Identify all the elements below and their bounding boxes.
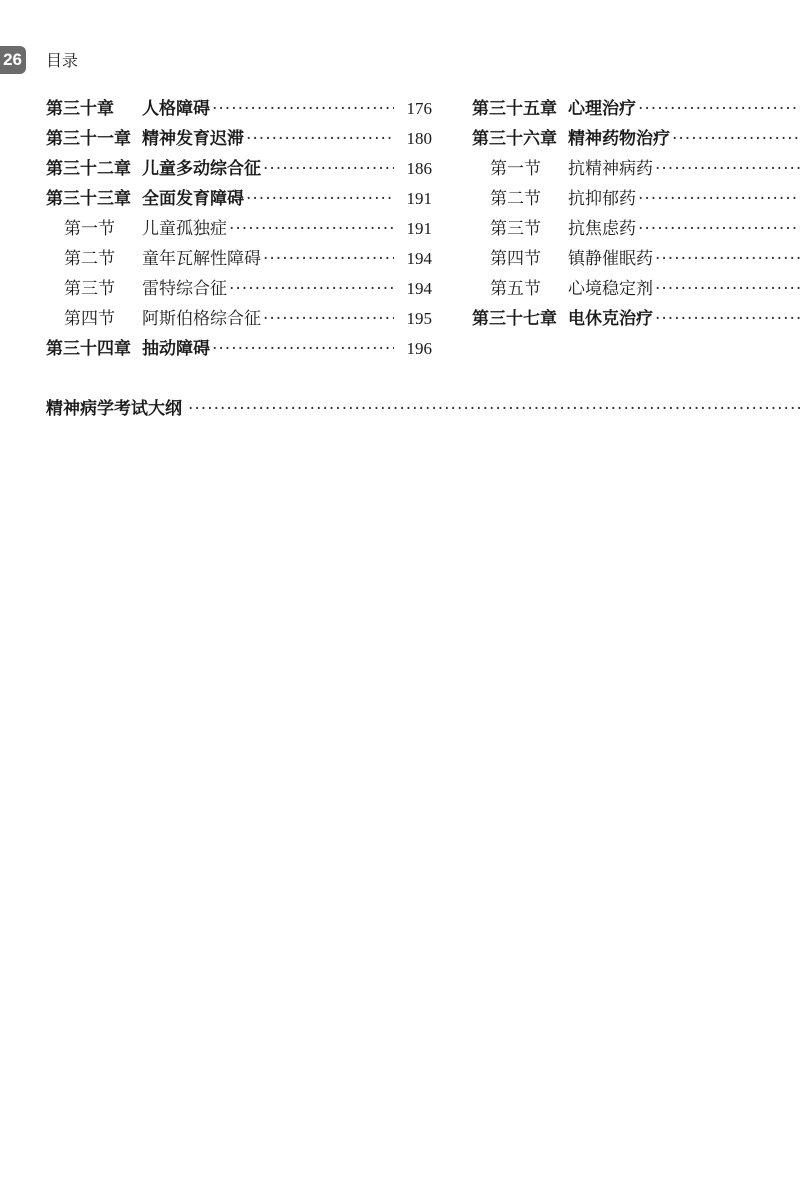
entry-title: 心理治疗 — [568, 99, 636, 119]
entry-page: 180 — [406, 129, 432, 148]
entry-page: 196 — [406, 339, 432, 358]
entry-title: 人格障碍 — [142, 99, 210, 119]
entry-title: 儿童孤独症 — [142, 219, 227, 239]
toc-entry-section[interactable] — [472, 154, 800, 184]
toc-entry-chapter-31[interactable] — [46, 124, 432, 154]
dot-leader — [229, 274, 394, 304]
toc-entry-section[interactable] — [472, 184, 800, 214]
entry-title: 儿童多动综合征 — [142, 159, 261, 179]
dot-leader — [655, 244, 800, 274]
toc-entry-section[interactable] — [46, 304, 432, 334]
dot-leader — [246, 184, 394, 214]
toc-entry-section[interactable] — [472, 214, 800, 244]
entry-number: 第四节 — [64, 309, 115, 329]
entry-number: 第三十三章 — [46, 189, 131, 209]
dot-leader — [263, 304, 394, 334]
entry-page: 176 — [406, 99, 432, 118]
entry-title: 抗抑郁药 — [568, 189, 636, 209]
toc-entry-chapter-37[interactable] — [472, 304, 800, 334]
entry-title: 阿斯伯格综合征 — [142, 309, 261, 329]
entry-number: 第五节 — [490, 279, 541, 299]
entry-title: 雷特综合征 — [142, 279, 227, 299]
entry-number: 第三节 — [490, 219, 541, 239]
toc-entry-chapter-30[interactable] — [46, 94, 432, 124]
toc-entry-chapter-36[interactable] — [472, 124, 800, 154]
dot-leader — [638, 214, 800, 244]
toc-entry-chapter-32[interactable] — [46, 154, 432, 184]
entry-number: 第三十四章 — [46, 339, 131, 359]
toc-entry-chapter-33[interactable] — [46, 184, 432, 214]
dot-leader — [212, 334, 394, 364]
entry-number: 第三十二章 — [46, 159, 131, 179]
entry-title: 抗精神病药 — [568, 159, 653, 179]
dot-leader — [246, 124, 394, 154]
entry-number: 第一节 — [490, 159, 541, 179]
entry-number: 第三节 — [64, 279, 115, 299]
toc-left-column — [46, 94, 432, 364]
dot-leader — [672, 124, 800, 154]
entry-title: 抽动障碍 — [142, 339, 210, 359]
toc-entry-section[interactable] — [472, 274, 800, 304]
toc-entry-section[interactable] — [46, 214, 432, 244]
toc-entry-section[interactable] — [472, 244, 800, 274]
entry-page: 191 — [406, 219, 432, 238]
entry-page: 194 — [406, 249, 432, 268]
entry-title: 抗焦虑药 — [568, 219, 636, 239]
dot-leader — [212, 94, 394, 124]
entry-title: 全面发育障碍 — [142, 189, 244, 209]
entry-title: 精神发育迟滞 — [142, 129, 244, 149]
toc-entry-chapter-35[interactable] — [472, 94, 800, 124]
entry-number: 第三十章 — [46, 99, 114, 119]
dot-leader — [655, 304, 800, 334]
entry-title: 精神药物治疗 — [568, 129, 670, 149]
entry-number: 第四节 — [490, 249, 541, 269]
entry-number: 第一节 — [64, 219, 115, 239]
entry-page: 191 — [406, 189, 432, 208]
entry-number: 第三十一章 — [46, 129, 131, 149]
toc-right-column — [472, 94, 800, 334]
dot-leader — [229, 214, 394, 244]
entry-title: 童年瓦解性障碍 — [142, 249, 261, 269]
entry-title: 心境稳定剂 — [568, 279, 653, 299]
dot-leader — [263, 154, 394, 184]
dot-leader — [263, 244, 394, 274]
entry-number: 第三十六章 — [472, 129, 557, 149]
toc-entry-appendix[interactable] — [46, 394, 800, 424]
dot-leader — [638, 94, 800, 124]
toc-entry-section[interactable] — [46, 274, 432, 304]
section-title: 目录 — [46, 51, 79, 70]
entry-page: 186 — [406, 159, 432, 178]
entry-page: 195 — [406, 309, 432, 328]
entry-number: 第二节 — [490, 189, 541, 209]
toc-entry-section[interactable] — [46, 244, 432, 274]
entry-number: 第三十五章 — [472, 99, 557, 119]
entry-number: 第三十七章 — [472, 309, 557, 329]
entry-number: 第二节 — [64, 249, 115, 269]
toc-entry-chapter-34[interactable] — [46, 334, 432, 364]
entry-title: 镇静催眠药 — [568, 249, 653, 269]
dot-leader — [638, 184, 800, 214]
entry-page: 194 — [406, 279, 432, 298]
entry-title: 电休克治疗 — [568, 309, 653, 329]
dot-leader — [655, 154, 800, 184]
page-number-tab: 26 — [0, 46, 26, 74]
entry-title: 精神病学考试大纲 — [46, 399, 182, 419]
dot-leader — [188, 394, 800, 424]
dot-leader — [655, 274, 800, 304]
